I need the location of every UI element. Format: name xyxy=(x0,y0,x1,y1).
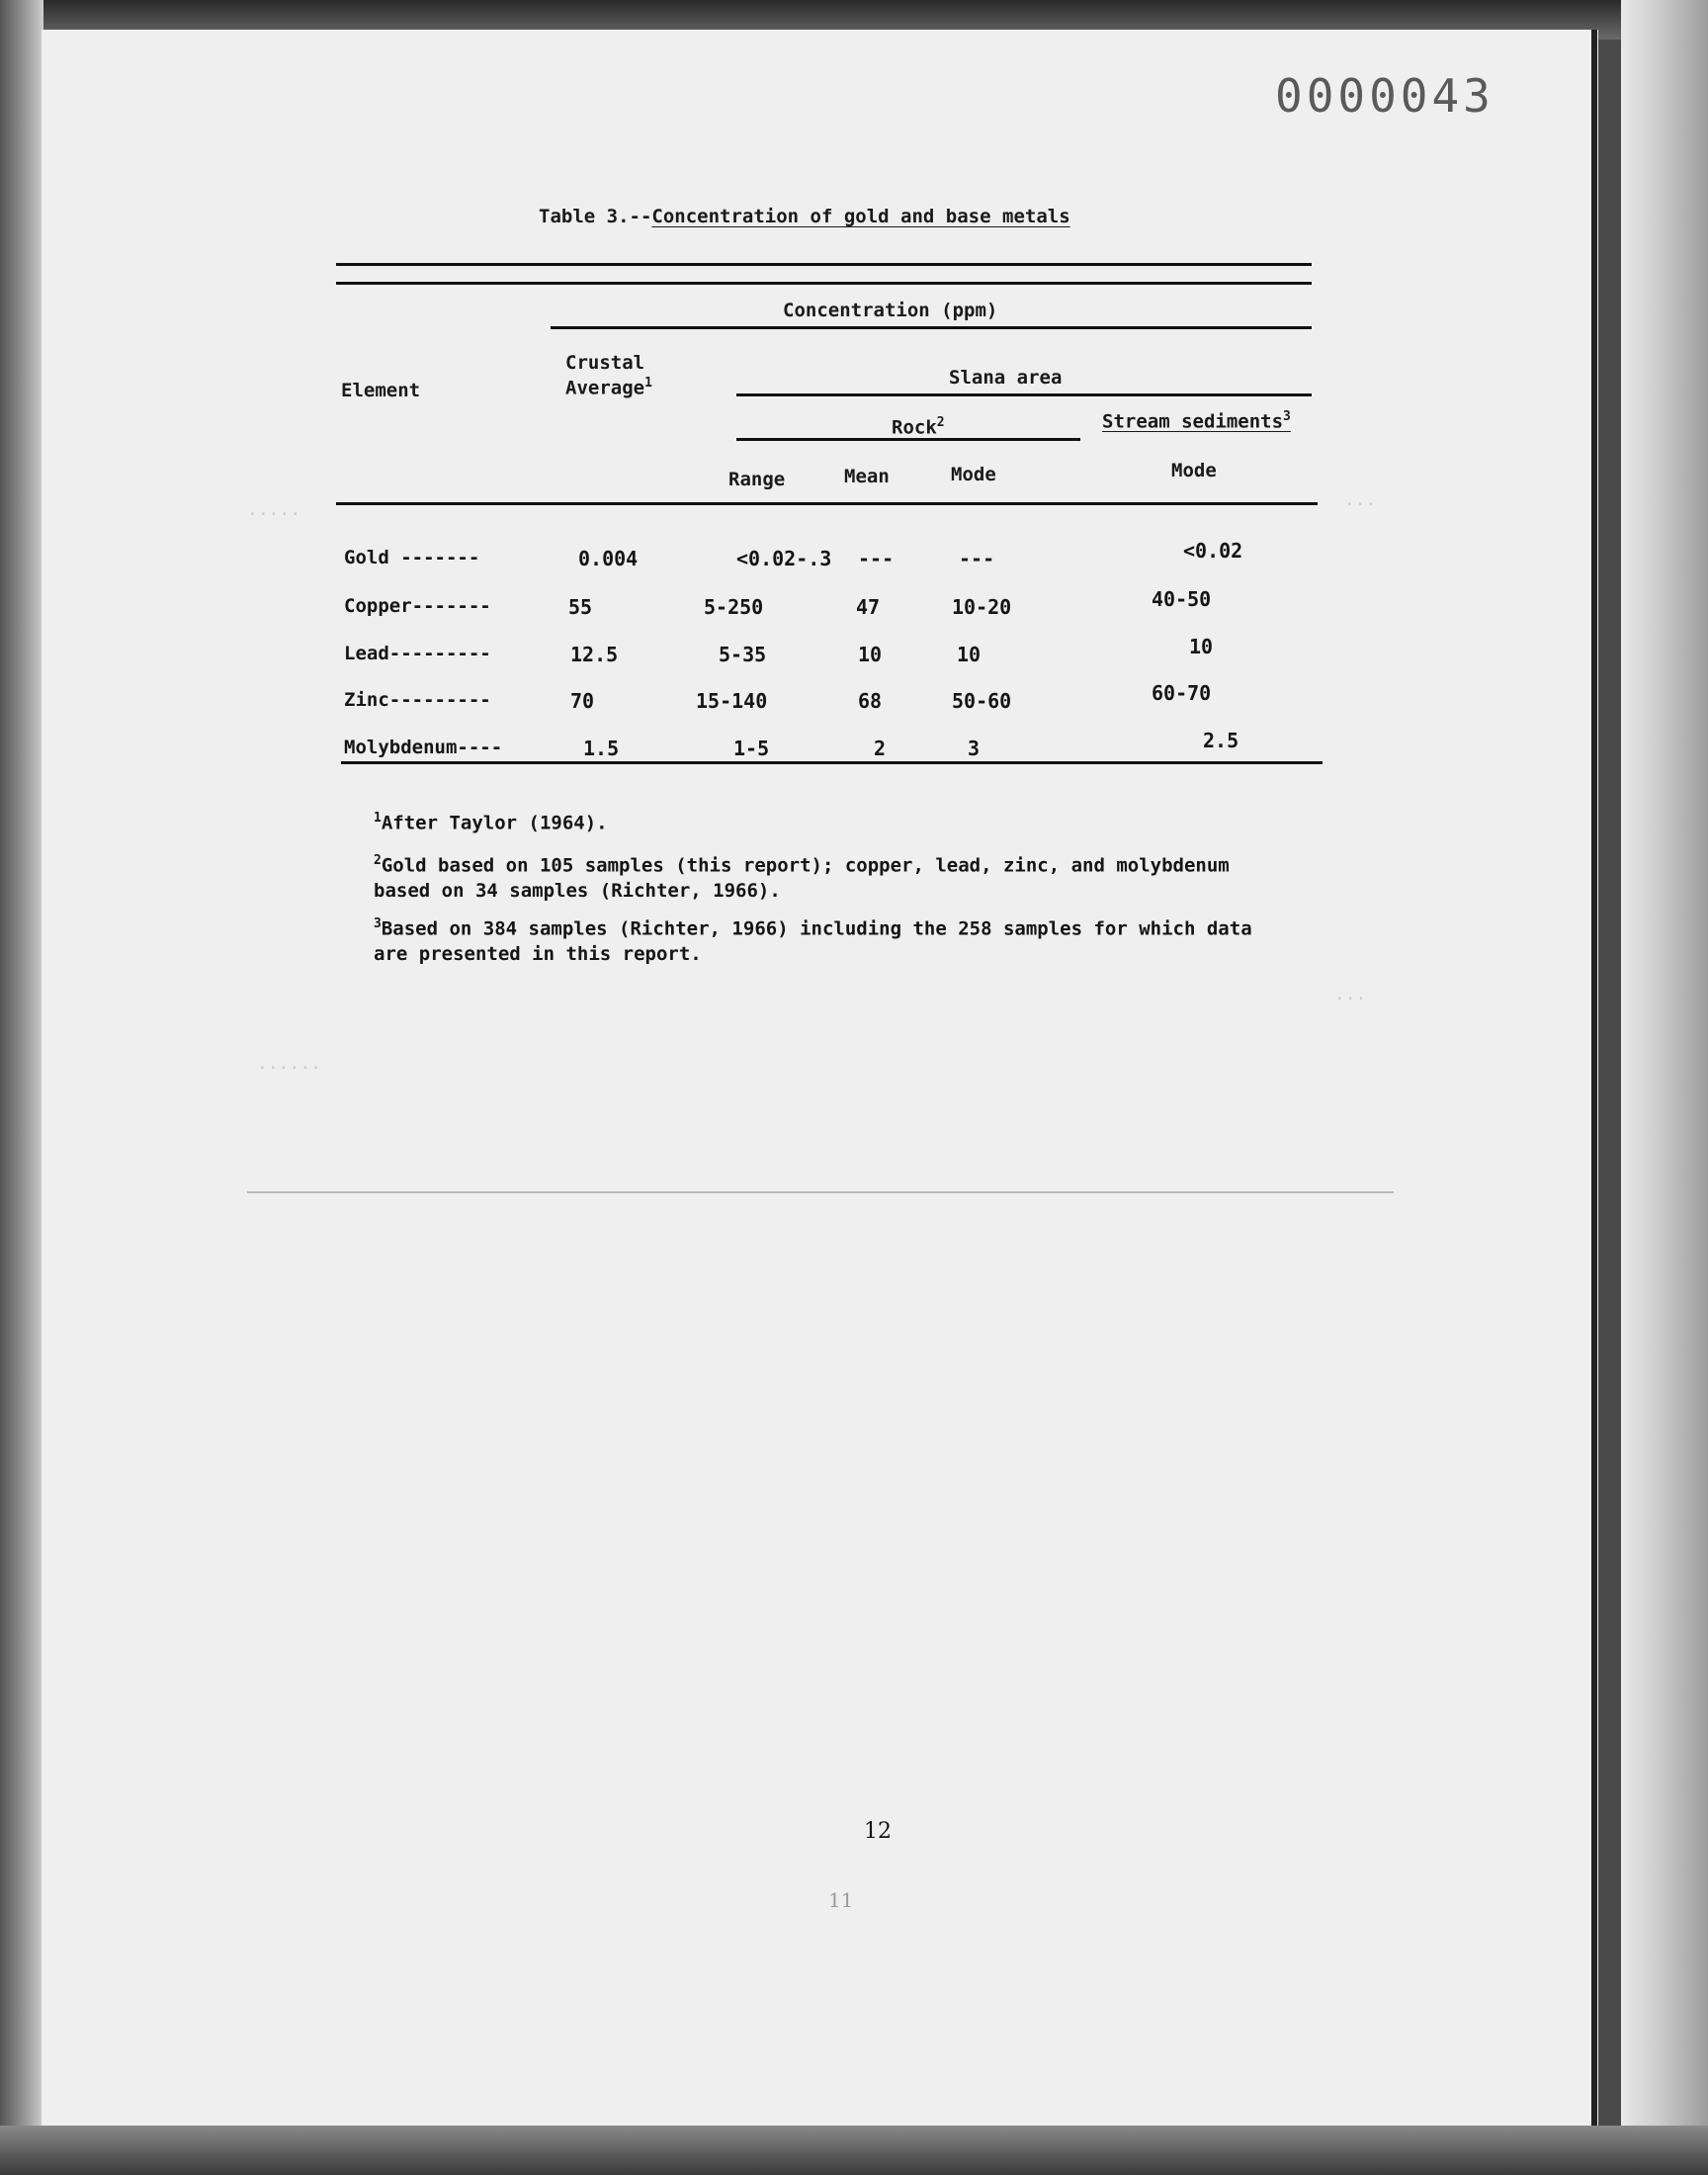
stream-mode-cell: 2.5 xyxy=(1203,729,1239,752)
stream-footnote-ref: 3 xyxy=(1283,409,1291,424)
table-top-rule xyxy=(336,263,1312,266)
row-label: Lead--------- xyxy=(344,643,491,664)
footnote-3-line: Based on 384 samples (Richter, 1966) including the 258 samples for which data xyxy=(381,917,1252,940)
slana-rule xyxy=(736,393,1312,396)
bleed-through-rule xyxy=(247,1191,1394,1193)
mode-cell: 10-20 xyxy=(952,595,1012,619)
scan-border-bottom xyxy=(0,2126,1708,2175)
footnote-2-line: Gold based on 105 samples (this report); copper, lead, zinc, and molybdenum xyxy=(381,854,1230,877)
stream-header xyxy=(1102,409,1291,432)
mode-cell: 10 xyxy=(957,643,982,666)
range-cell: 1-5 xyxy=(733,737,770,760)
row-label: Gold ------- xyxy=(344,547,480,568)
table-title xyxy=(539,206,1070,227)
crustal-average-cell: 55 xyxy=(568,595,593,619)
range-cell: 15-140 xyxy=(696,689,768,713)
mode-cell: 3 xyxy=(968,737,981,760)
footnote-2-marker: 2 xyxy=(374,853,382,868)
scan-border-left xyxy=(0,0,43,2175)
concentration-rule xyxy=(551,326,1312,329)
page-right-edge xyxy=(1591,30,1597,2126)
mean-cell: 10 xyxy=(858,643,883,666)
table-top-rule xyxy=(336,282,1312,285)
rock-header-text: Rock xyxy=(892,416,937,439)
crustal-average-cell: 1.5 xyxy=(583,737,620,760)
header-bottom-rule xyxy=(336,502,1318,505)
range-cell: 5-250 xyxy=(704,595,764,619)
bleed-through-mark: ··· xyxy=(1344,494,1377,515)
crustal-footnote-ref: 1 xyxy=(644,376,652,391)
stream-mode-cell: <0.02 xyxy=(1183,539,1243,563)
footnote-2 xyxy=(374,848,1230,904)
footnote-3 xyxy=(374,912,1252,967)
bleed-through-mark: ····· xyxy=(247,504,301,525)
crustal-average-cell: 70 xyxy=(570,689,595,713)
crustal-header-line2 xyxy=(565,376,652,398)
scan-border-right xyxy=(1621,0,1708,2175)
crustal-header-text: Average xyxy=(565,377,645,399)
mean-cell: --- xyxy=(858,547,895,570)
range-header: Range xyxy=(728,469,786,490)
concentration-header: Concentration (ppm) xyxy=(783,300,998,321)
footnote-1-line: After Taylor (1964). xyxy=(381,812,608,834)
mean-cell: 47 xyxy=(856,595,881,619)
document-number: 0000043 xyxy=(1275,69,1494,123)
element-header: Element xyxy=(341,380,421,401)
slana-header: Slana area xyxy=(949,367,1063,389)
stream-header-text: Stream sediments xyxy=(1102,410,1284,433)
crustal-header-line1: Crustal xyxy=(565,352,645,374)
faint-page-number: 11 xyxy=(828,1888,854,1912)
bleed-through-mark: ······ xyxy=(257,1058,322,1079)
stream-mode-cell: 10 xyxy=(1189,635,1214,658)
crustal-average-cell: 12.5 xyxy=(570,643,619,666)
table-bottom-rule xyxy=(341,761,1323,764)
bleed-through-mark: ··· xyxy=(1334,989,1367,1009)
mode-cell: --- xyxy=(959,547,995,570)
stream-mode-header: Mode xyxy=(1171,460,1217,481)
footnote-1-marker: 1 xyxy=(374,811,382,826)
footnote-3-line: are presented in this report. xyxy=(374,943,702,966)
page-number: 12 xyxy=(864,1819,892,1844)
mode-header: Mode xyxy=(951,464,996,485)
table-title-text: Concentration of gold and base metals xyxy=(651,206,1070,227)
mean-cell: 68 xyxy=(858,689,883,713)
mean-cell: 2 xyxy=(874,737,887,760)
table-title-prefix: Table 3.-- xyxy=(539,206,652,227)
row-label: Zinc--------- xyxy=(344,689,491,711)
rock-header xyxy=(892,415,945,438)
range-cell: <0.02-.3 xyxy=(736,547,832,570)
row-label: Copper------- xyxy=(344,595,491,617)
mean-header: Mean xyxy=(844,466,890,487)
crustal-average-cell: 0.004 xyxy=(578,547,639,570)
footnote-3-marker: 3 xyxy=(374,916,382,931)
stream-mode-cell: 40-50 xyxy=(1152,587,1212,611)
footnote-2-line: based on 34 samples (Richter, 1966). xyxy=(374,880,781,903)
rock-rule xyxy=(736,438,1080,441)
mode-cell: 50-60 xyxy=(952,689,1012,713)
row-label: Molybdenum---- xyxy=(344,737,503,758)
rock-footnote-ref: 2 xyxy=(936,415,945,430)
stream-mode-cell: 60-70 xyxy=(1152,681,1212,705)
range-cell: 5-35 xyxy=(719,643,767,666)
footnote-1 xyxy=(374,806,608,835)
